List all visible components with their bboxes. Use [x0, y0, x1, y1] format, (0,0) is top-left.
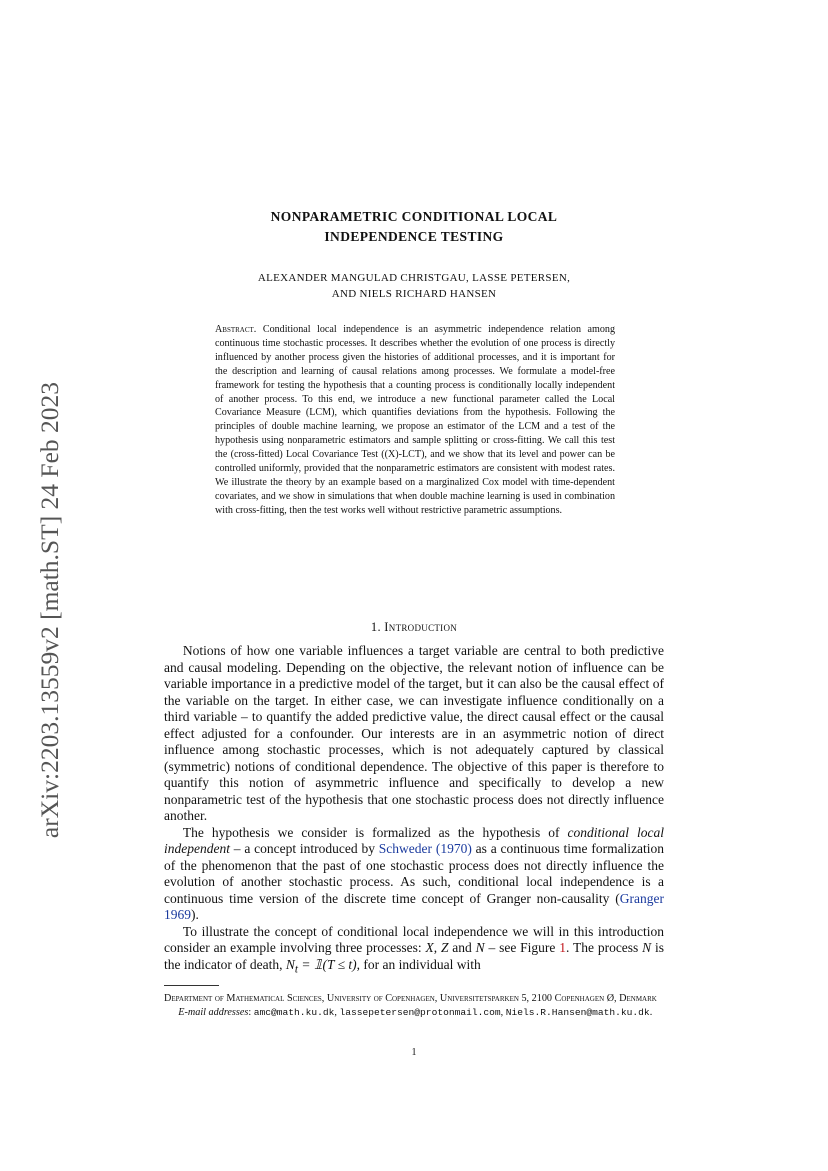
math-n: N	[475, 940, 485, 955]
email-addresses: E-mail addresses: amc@math.ku.dk, lassepetersen@protonmail.com, Niels.R.Hansen@math.ku.dk.	[178, 1007, 653, 1019]
paragraph-3	[164, 924, 664, 978]
email-link-1[interactable]: amc@math.ku.dk	[253, 1007, 335, 1019]
citation-schweder-year: 1970	[440, 841, 468, 856]
figure-reference[interactable]: 1	[559, 940, 567, 955]
paper-title	[190, 207, 638, 247]
math-n-2: N	[642, 940, 652, 955]
email-link-3[interactable]: Niels.R.Hansen@math.ku.dk	[505, 1007, 650, 1019]
footnote-divider	[164, 985, 219, 986]
authors-line-2: AND NIELS RICHARD HANSEN	[331, 288, 497, 300]
page-number: 1	[411, 1047, 417, 1058]
email-link-2[interactable]: lassepetersen@protonmail.com	[339, 1007, 501, 1019]
title-line-2: INDEPENDENCE TESTING	[324, 229, 504, 244]
math-indicator: = 𝟙(T ≤ t)	[301, 956, 357, 972]
citation-granger[interactable]: Granger 1969	[164, 890, 664, 922]
abstract-text: Conditional local independence is an asymmetric independence relation among continuous time stochastic processes. It describes whether the evolution of one process is directly influenced by another process given the histories of additional processes, and it is important for the description and learning of causal relations among processes. We formulate a model-free framework for testing the hypothesis that a counting process is conditionally locally independent of another process. To this end, we introduce a new functional parameter called the Local Covariance Measure (LCM), which quantifies deviations from the hypothesis. Following the principles of double machine learning, we propose an estimator of the LCM and a test of the hypothesis using nonparametric estimators and sample splitting or cross-fitting. We call this test the (cross-fitted) Local Covariance Test ((X)-LCT), and we show that its level and power can be controlled uniformly, provided that the nonparametric estimators are consistent with modest rates. We illustrate the theory by an example based on a marginalized Cox model with time-dependent covariates, and we show in simulations that when double machine learning is used in combination with cross-fitting, then the test works well without restrictive parametric assumptions.	[215, 324, 615, 516]
citation-schweder[interactable]: Schweder (1970)	[378, 841, 472, 856]
author-list	[190, 270, 638, 302]
authors-line-1: ALEXANDER MANGULAD CHRISTGAU, LASSE PETERSEN,	[257, 272, 571, 284]
paragraph-2-text-d: ).	[191, 907, 199, 922]
abstract	[215, 323, 615, 518]
arxiv-identifier: arXiv:2203.13559v2 [math.ST] 24 Feb 2023	[35, 381, 64, 839]
paragraph-3-text-b: – see Figure	[488, 940, 556, 955]
paragraph-3-text-e: , for an individual with	[356, 956, 481, 972]
paragraph-2-emphasis: conditional local independent	[164, 824, 664, 856]
math-z: Z	[440, 940, 449, 955]
title-line-1: NONPARAMETRIC CONDITIONAL LOCAL	[270, 209, 558, 224]
paragraph-2-text-a: The hypothesis we consider is formalized as the hypothesis of	[182, 824, 560, 840]
math-nt: N	[285, 956, 295, 972]
paragraph-2-text-b: – a concept introduced by	[233, 841, 375, 856]
paragraph-2-text-c: as a continuous time formalization of the phenomenon that the past of one stochastic process does not directly influence the evolution of another stochastic process. As such, conditional local independence is a continuous time version of the discrete time concept of Granger non-causality (	[164, 841, 665, 906]
affiliation: Department of Mathematical Sciences, University of Copenhagen, Universitetsparken 5, 2100 Copenhagen Ø, Denmark	[164, 993, 657, 1004]
citation-schweder-author: Schweder	[378, 841, 433, 856]
math-x: X	[425, 940, 434, 955]
paragraph-1: Notions of how one variable influences a target variable are central to both predictive and causal modeling. Depending on the objective, the relevant notion of influence can be variable importance in a predictive model of the target, but it can also be the causal effect of the variable on the target. In either case, we can investigate influence conditionally on a third variable – to quantify the added predictive value, the direct causal effect or the causal effect adjusted for a confounder. Our interests are in an asymmetric notion of direct influence among stochastic processes, which is not adequately captured by classical (symmetric) notions of conditional dependence. The objective of this paper is therefore to quantify this notion of asymmetric influence and specifically to develop a new nonparametric test of the hypothesis that one stochastic process does not directly influence another.	[164, 643, 664, 823]
paragraph-3-text-c: . The process	[566, 940, 639, 955]
paragraph-3-separator: ,	[433, 940, 438, 955]
paragraph-2	[164, 825, 664, 924]
math-subscript-t: t	[294, 963, 298, 976]
paragraph-3-text-d: is the indicator of death,	[164, 940, 665, 972]
arxiv-side-stamp	[22, 350, 82, 870]
abstract-label: Abstract.	[215, 324, 257, 335]
section-heading-introduction: 1. Introduction	[370, 620, 458, 634]
paragraph-3-text-a: To illustrate the concept of conditional local independence we will in this introduction consider an example involving three processes:	[164, 923, 664, 955]
email-label: E-mail addresses	[178, 1007, 249, 1019]
footnote	[164, 992, 664, 1020]
introduction-body	[164, 643, 664, 978]
paragraph-3-and: and	[452, 940, 472, 955]
